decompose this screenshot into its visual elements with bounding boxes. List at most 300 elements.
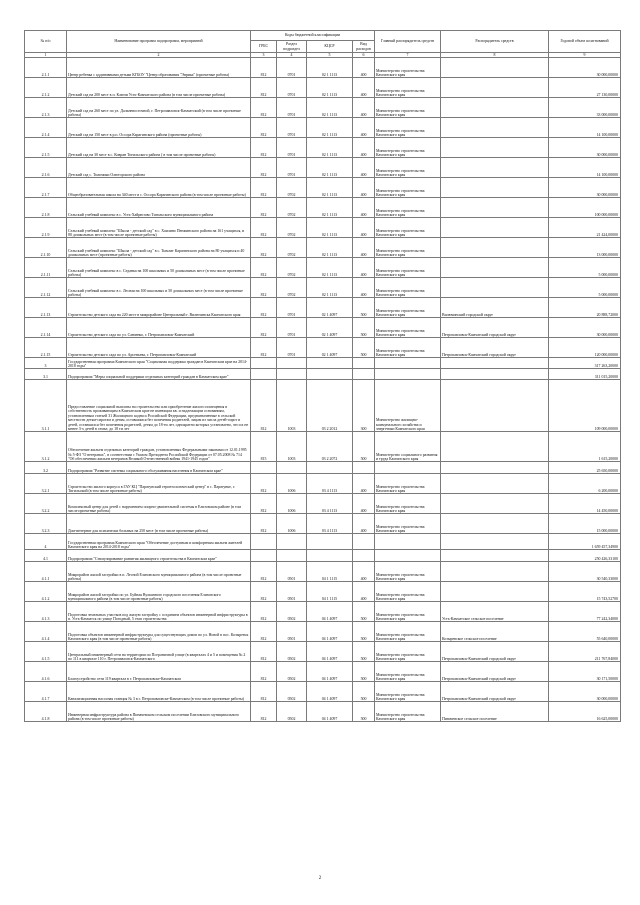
row-main-manager: Министерство строительства Камчатского края xyxy=(375,158,441,178)
row-name: Детский сад на 30 мест в с. Ковран Тигильского района ( в том числе проектные работы) xyxy=(67,138,251,158)
row-amount: 1 615,20000 xyxy=(549,432,621,462)
row-name: Инженерная инфраструктура района в Пиначевском сельском поселении Елизовского муниципального района (в том числе проектные работы) xyxy=(67,702,251,722)
row-ksr xyxy=(307,550,353,562)
row-amount: 30 000,00000 xyxy=(549,178,621,198)
row-manager xyxy=(441,369,549,380)
table-row xyxy=(25,98,621,118)
row-amount: 30 000,00000 xyxy=(549,318,621,338)
row-ksr: 04 1 4097 xyxy=(307,702,353,722)
row-name: Микрорайон жилой застройки по ул. Буйная Вулканного городского поселения Елизовского муниципального района (в том числе проектные работы) xyxy=(67,582,251,602)
table-row xyxy=(25,534,621,550)
row-kvr: 400 xyxy=(353,158,375,178)
row-name: Предоставление социальной выплаты на строительство или приобретение жилого помещения в собственность проживающим в Камчатском крае не имеющим кв. и надлежащим основаниям, установленным статьей 31 Жилищного кодекса Российской Федерации, предназначенные в сельской местности детям-сиротам и детям, оставшимся без попечения родителей, лицам из числа детей-сирот и детей, оставшихся без попечения родителей, детям до 18-ти лет, однократно которых установлено, что их не менее 3-х детей в семье, до 18 ти лет xyxy=(67,380,251,432)
row-section: 1003 xyxy=(277,432,307,462)
row-number: 4.1.1 xyxy=(25,562,67,582)
row-kvr: 400 xyxy=(353,118,375,138)
row-ksr: 02 1 1113 xyxy=(307,278,353,298)
row-section xyxy=(277,369,307,380)
row-amount: 1 659 457,34900 xyxy=(549,534,621,550)
row-number: 2.1.15 xyxy=(25,338,67,358)
row-ksr: 04 1 4097 xyxy=(307,662,353,682)
table-row xyxy=(25,198,621,218)
row-number: 3.1.2 xyxy=(25,432,67,462)
row-manager: Петропавловск-Камчатский городской округ xyxy=(441,682,549,702)
row-number: 4.1.4 xyxy=(25,622,67,642)
header-section: Раздел подраздел xyxy=(277,41,307,53)
row-grbs xyxy=(251,550,277,562)
row-amount: 55 640,00000 xyxy=(549,622,621,642)
row-name: Детский сад с. Тиличики Олюторского района xyxy=(67,158,251,178)
row-name: Подпрограмма "Меры социальной поддержки отдельных категорий граждан в Камчатском крае" xyxy=(67,369,251,380)
row-number: 2.1.4 xyxy=(25,118,67,138)
row-number: 2.1.6 xyxy=(25,158,67,178)
row-grbs: 812 xyxy=(251,494,277,514)
row-manager: Вилючинский городской округ xyxy=(441,298,549,318)
row-main-manager: Министерство строительства Камчатского края xyxy=(375,278,441,298)
row-name: Дом-интернат для психически больных на 250 мест (в том числе проектные работы) xyxy=(67,514,251,534)
row-name: Государственная программа Камчатского края "Социальная поддержка граждан в Камчатском крае на 2014-2018 годы" xyxy=(67,358,251,369)
row-amount: 14 100,00000 xyxy=(549,158,621,178)
row-main-manager: Министерство строительства Камчатского края xyxy=(375,178,441,198)
row-ksr: 02 1 1113 xyxy=(307,218,353,238)
row-kvr: 400 xyxy=(353,278,375,298)
row-ksr xyxy=(307,369,353,380)
row-ksr: 04 1 4097 xyxy=(307,642,353,662)
row-kvr: 400 xyxy=(353,198,375,218)
row-number: 2.1.5 xyxy=(25,138,67,158)
row-section: 0702 xyxy=(277,198,307,218)
row-kvr: 500 xyxy=(353,602,375,622)
row-main-manager: Министерство строительства Камчатского края xyxy=(375,78,441,98)
row-main-manager: Министерство строительства Камчатского края xyxy=(375,474,441,494)
row-section: 0701 xyxy=(277,58,307,78)
row-ksr xyxy=(307,534,353,550)
row-ksr: 03 4 1113 xyxy=(307,514,353,534)
row-manager xyxy=(441,534,549,550)
row-manager xyxy=(441,118,549,138)
row-number: 4.1.8 xyxy=(25,702,67,722)
row-main-manager: Министерство строительства Камчатского края xyxy=(375,582,441,602)
row-amount: 21 424,00000 xyxy=(549,218,621,238)
row-amount: 27 130,00000 xyxy=(549,78,621,98)
header-manager: Распорядитель средств xyxy=(441,31,549,53)
header-number-cell: 5 xyxy=(307,53,353,58)
row-grbs: 815 xyxy=(251,432,277,462)
row-manager: Петропавловск-Камчатский городской округ xyxy=(441,662,549,682)
row-grbs: 812 xyxy=(251,118,277,138)
row-main-manager: Министерство строительства Камчатского края xyxy=(375,298,441,318)
row-grbs: 812 xyxy=(251,702,277,722)
row-name: Детский сад на 260 мест по ул. Дальневосточной, г. Петропавловск-Камчатский (в том числе проектные работы) xyxy=(67,98,251,118)
row-name: Государственная программа Камчатского края "Обеспечение доступным и комфортным жильем жителей Камчатского края на 2014-2018 годы" xyxy=(67,534,251,550)
row-manager xyxy=(441,550,549,562)
row-manager: Пиначевское сельское поселение xyxy=(441,702,549,722)
row-number: 2.1.12 xyxy=(25,278,67,298)
table-row xyxy=(25,380,621,432)
row-amount: 14 100,00000 xyxy=(549,118,621,138)
row-kvr: 400 xyxy=(353,218,375,238)
row-ksr: 02 1 1113 xyxy=(307,238,353,258)
row-amount: 20 888,72000 xyxy=(549,298,621,318)
header-amount: Годовой объем ассигнований xyxy=(549,31,621,53)
row-kvr: 500 xyxy=(353,702,375,722)
row-number: 3.2.2 xyxy=(25,494,67,514)
row-section: 0702 xyxy=(277,278,307,298)
row-amount: 30 171,50000 xyxy=(549,662,621,682)
table-row xyxy=(25,298,621,318)
row-manager xyxy=(441,58,549,78)
row-grbs: 812 xyxy=(251,298,277,318)
row-grbs xyxy=(251,462,277,474)
row-amount: 15 000,00000 xyxy=(549,514,621,534)
header-number-cell: 6 xyxy=(353,53,375,58)
row-main-manager: Министерство социального развития и труда Камчатского края xyxy=(375,432,441,462)
table-row xyxy=(25,138,621,158)
row-manager: Петропавловск-Камчатский городской округ xyxy=(441,318,549,338)
header-number-cell: 8 xyxy=(441,53,549,58)
row-number: 4.1.3 xyxy=(25,602,67,622)
row-grbs: 812 xyxy=(251,78,277,98)
row-section: 0702 xyxy=(277,258,307,278)
row-amount: 5 000,00000 xyxy=(549,278,621,298)
row-name: Сельский учебный комплекс "Школа - детский сад" в с. Тымлат Карагинского района на 80 учащихся и 40 дошкольных мест (проектные работы) xyxy=(67,238,251,258)
row-grbs xyxy=(251,358,277,369)
row-section: 0701 xyxy=(277,338,307,358)
row-manager xyxy=(441,138,549,158)
header-number-cell: 3 xyxy=(251,53,277,58)
row-kvr: 500 xyxy=(353,432,375,462)
row-ksr: 04 1 1115 xyxy=(307,582,353,602)
row-main-manager: Министерство строительства Камчатского края xyxy=(375,138,441,158)
row-ksr: 04 1 4097 xyxy=(307,622,353,642)
row-amount: 250 426,33100 xyxy=(549,550,621,562)
table-row xyxy=(25,462,621,474)
row-manager xyxy=(441,278,549,298)
row-section: 0701 xyxy=(277,118,307,138)
row-grbs: 812 xyxy=(251,258,277,278)
row-ksr: 03 4 1113 xyxy=(307,494,353,514)
row-main-manager: Министерство строительства Камчатского края xyxy=(375,514,441,534)
row-number: 4.1.6 xyxy=(25,662,67,682)
row-name: Подпрограмма "Развитие системы социального обслуживания населения в Камчатском крае" xyxy=(67,462,251,474)
row-section: 0702 xyxy=(277,218,307,238)
row-amount: 77 242,34000 xyxy=(549,602,621,622)
row-section: 0701 xyxy=(277,158,307,178)
row-amount: 211 767,84000 xyxy=(549,642,621,662)
row-number: 4.1 xyxy=(25,550,67,562)
row-manager xyxy=(441,178,549,198)
row-number: 2.1.3 xyxy=(25,98,67,118)
row-section: 0502 xyxy=(277,702,307,722)
row-section: 0701 xyxy=(277,78,307,98)
table-row xyxy=(25,642,621,662)
row-manager xyxy=(441,494,549,514)
table-row xyxy=(25,178,621,198)
table-row xyxy=(25,702,621,722)
table-row xyxy=(25,369,621,380)
row-manager xyxy=(441,474,549,494)
row-grbs: 812 xyxy=(251,380,277,432)
header-number-cell: 7 xyxy=(375,53,441,58)
row-grbs: 812 xyxy=(251,682,277,702)
row-main-manager: Министерство строительства Камчатского края xyxy=(375,198,441,218)
row-number: 3.1 xyxy=(25,369,67,380)
row-section xyxy=(277,358,307,369)
table-row xyxy=(25,682,621,702)
header-number-cell: 1 xyxy=(25,53,67,58)
page-number: 2 xyxy=(318,876,322,881)
row-main-manager: Министерство строительства Камчатского края xyxy=(375,218,441,238)
row-number: 2.1.10 xyxy=(25,238,67,258)
row-main-manager: Министерство жилищно-коммунального хозяйства и энергетики Камчатского края xyxy=(375,380,441,432)
row-kvr: 500 xyxy=(353,338,375,358)
row-section: 1006 xyxy=(277,474,307,494)
row-manager xyxy=(441,78,549,98)
row-ksr: 02 1 4097 xyxy=(307,338,353,358)
row-kvr: 400 xyxy=(353,474,375,494)
row-grbs: 812 xyxy=(251,158,277,178)
row-grbs xyxy=(251,369,277,380)
table-row xyxy=(25,218,621,238)
header-kvr: Вид расходов xyxy=(353,41,375,53)
table-header xyxy=(25,31,621,58)
row-name: Общеобразовательная школа на 340 мест в с. Оссора Карагинского района (в том числе проектные работы) xyxy=(67,178,251,198)
row-amount: 30 000,00000 xyxy=(549,682,621,702)
row-ksr: 02 1 1113 xyxy=(307,198,353,218)
header-ksr: КЦСР xyxy=(307,41,353,53)
row-section: 0702 xyxy=(277,238,307,258)
row-amount: 30 000,00000 xyxy=(549,138,621,158)
row-ksr: 02 1 1113 xyxy=(307,78,353,98)
row-ksr: 02 1 4097 xyxy=(307,318,353,338)
row-grbs: 812 xyxy=(251,602,277,622)
row-grbs: 812 xyxy=(251,198,277,218)
row-kvr: 500 xyxy=(353,682,375,702)
row-ksr: 04 1 1115 xyxy=(307,562,353,582)
row-manager xyxy=(441,582,549,602)
row-name: Подпрограмма "Стимулирование развития жилищного строительства в Камчатском крае" xyxy=(67,550,251,562)
row-grbs: 812 xyxy=(251,58,277,78)
row-number: 2.1.14 xyxy=(25,318,67,338)
row-name: Подготовка объектов инженерной инфраструктуры для существующих домов по ул. Новой в пос. Козыревск Камчатского края (в том числе проектные работы) xyxy=(67,622,251,642)
row-main-manager: Министерство строительства Камчатского края xyxy=(375,58,441,78)
row-section xyxy=(277,550,307,562)
table-row xyxy=(25,158,621,178)
table-row xyxy=(25,550,621,562)
row-manager xyxy=(441,238,549,258)
row-name: Центр ребенка с аддитивными детьми КГБОУ "Центр образования "Эврика" (проектные работы) xyxy=(67,58,251,78)
table-row xyxy=(25,494,621,514)
row-grbs xyxy=(251,534,277,550)
row-number: 4.1.2 xyxy=(25,582,67,602)
row-ksr xyxy=(307,462,353,474)
row-amount: 120 000,00000 xyxy=(549,338,621,358)
row-name: Сельский учебный комплекс в с. Усть-Хайрюзово Тигильского муниципального района xyxy=(67,198,251,218)
row-manager xyxy=(441,462,549,474)
row-section: 0502 xyxy=(277,602,307,622)
row-kvr: 400 xyxy=(353,514,375,534)
row-kvr xyxy=(353,369,375,380)
row-grbs: 812 xyxy=(251,582,277,602)
row-number: 2.1.13 xyxy=(25,298,67,318)
row-number: 4.1.7 xyxy=(25,682,67,702)
row-number: 4 xyxy=(25,534,67,550)
row-grbs: 812 xyxy=(251,338,277,358)
row-kvr xyxy=(353,534,375,550)
row-manager xyxy=(441,258,549,278)
row-kvr: 400 xyxy=(353,58,375,78)
row-section: 1006 xyxy=(277,514,307,534)
header-number-cell: 4 xyxy=(277,53,307,58)
row-name: Комплексный центр для детей с нарушением опорно-двигательной системы в Елизовском районе (в том числе проектные работы) xyxy=(67,494,251,514)
row-manager xyxy=(441,514,549,534)
row-section: 1003 xyxy=(277,380,307,432)
row-kvr: 500 xyxy=(353,662,375,682)
row-kvr xyxy=(353,550,375,562)
row-ksr: 02 1 1113 xyxy=(307,178,353,198)
table-row xyxy=(25,278,621,298)
row-section: 0501 xyxy=(277,582,307,602)
row-kvr: 300 xyxy=(353,380,375,432)
row-number: 2.1.1 xyxy=(25,58,67,78)
row-kvr: 400 xyxy=(353,582,375,602)
row-kvr: 400 xyxy=(353,562,375,582)
row-kvr: 500 xyxy=(353,622,375,642)
row-name: Подготовка земельных участков под жилую застройку с созданием объектов инженерной инфраструктуры в п. Усть-Камчатск по улице Погодный, 5 этап строительства xyxy=(67,602,251,622)
table-row xyxy=(25,78,621,98)
row-name: Строительство детского сада по ул. Савченко, г. Петропавловск-Камчатский xyxy=(67,318,251,338)
row-section: 0502 xyxy=(277,662,307,682)
row-name: Обеспечение жильем отдельных категорий граждан, установленных Федеральными законами от 12.01.1995 № 5-ФЗ "О ветеранах", в соответствии с Указом Президента Российской Федерации от 07.05.2008 № 714 "Об обеспечении жильем ветеранов Великой Отечественной войны 1941-1945 годов" xyxy=(67,432,251,462)
row-grbs: 812 xyxy=(251,218,277,238)
row-main-manager: Министерство строительства Камчатского края xyxy=(375,318,441,338)
row-number: 3.1.1 xyxy=(25,380,67,432)
row-ksr: 02 1 1113 xyxy=(307,118,353,138)
row-grbs: 812 xyxy=(251,642,277,662)
row-kvr: 400 xyxy=(353,238,375,258)
row-name: Сельский учебный комплекс в с. Седанка на 100 школьных и 50 дошкольных мест (в том числе проектные работы) xyxy=(67,258,251,278)
row-grbs: 812 xyxy=(251,138,277,158)
row-number: 2.1.2 xyxy=(25,78,67,98)
row-section: 0501 xyxy=(277,622,307,642)
row-grbs: 812 xyxy=(251,562,277,582)
row-kvr xyxy=(353,358,375,369)
row-kvr: 400 xyxy=(353,138,375,158)
row-section xyxy=(277,534,307,550)
row-kvr: 400 xyxy=(353,178,375,198)
row-section: 0501 xyxy=(277,562,307,582)
row-amount: 15 743,52700 xyxy=(549,582,621,602)
row-manager xyxy=(441,198,549,218)
row-main-manager xyxy=(375,369,441,380)
row-ksr: 02 1 1113 xyxy=(307,58,353,78)
row-kvr: 500 xyxy=(353,642,375,662)
row-grbs: 812 xyxy=(251,178,277,198)
row-main-manager: Министерство строительства Камчатского края xyxy=(375,338,441,358)
row-ksr: 03 2 2012 xyxy=(307,380,353,432)
row-main-manager: Министерство строительства Камчатского края xyxy=(375,602,441,622)
row-section: 0702 xyxy=(277,178,307,198)
row-section: 0701 xyxy=(277,298,307,318)
row-grbs: 812 xyxy=(251,514,277,534)
row-amount: 311 015,20000 xyxy=(549,369,621,380)
table-row xyxy=(25,58,621,78)
row-name: Строительство жилого корпуса в ГАУ КЦ "Паратунский геронтологический центр" в с. Паратунке, г. Тигильский (в том числе проектные работы) xyxy=(67,474,251,494)
row-name: Микрорайон жилой застройки в п. Лесной Елизовского муниципального района (в том числе проектные работы) xyxy=(67,562,251,582)
table-row xyxy=(25,602,621,622)
row-section: 0701 xyxy=(277,98,307,118)
row-name: Сельский учебный комплекс в с. Лесная на 100 школьных и 50 дошкольных мест (в том числе проектные работы) xyxy=(67,278,251,298)
row-grbs: 812 xyxy=(251,98,277,118)
row-number: 2.1.8 xyxy=(25,198,67,218)
row-ksr: 03 2 2072 xyxy=(307,432,353,462)
row-manager xyxy=(441,98,549,118)
row-name: Сельский учебный комплекс "Школа - детский сад" в с. Хаилино Пенжинского района на 161 учащихся, и 80 дошкольных мест (в том числе проектные работы) xyxy=(67,218,251,238)
row-kvr: 400 xyxy=(353,494,375,514)
row-main-manager: Министерство строительства Камчатского края xyxy=(375,702,441,722)
row-name: Благоустройство сети 119 квартала в г. Петропавловске-Камчатском xyxy=(67,662,251,682)
row-amount: 14 450,00000 xyxy=(549,494,621,514)
row-section xyxy=(277,462,307,474)
row-manager xyxy=(441,380,549,432)
appropriations-table xyxy=(24,30,621,722)
row-kvr: 500 xyxy=(353,298,375,318)
row-main-manager: Министерство строительства Камчатского края xyxy=(375,562,441,582)
row-amount: 109 000,00000 xyxy=(549,380,621,432)
row-manager xyxy=(441,358,549,369)
row-main-manager: Министерство строительства Камчатского края xyxy=(375,494,441,514)
row-amount: 6 200,00000 xyxy=(549,474,621,494)
row-amount: 30 540,33000 xyxy=(549,562,621,582)
row-amount: 33 000,00000 xyxy=(549,98,621,118)
row-main-manager: Министерство строительства Камчатского края xyxy=(375,238,441,258)
row-manager: Козыревское сельское поселение xyxy=(441,622,549,642)
row-ksr: 04 1 4097 xyxy=(307,682,353,702)
row-main-manager: Министерство строительства Камчатского края xyxy=(375,662,441,682)
row-kvr xyxy=(353,462,375,474)
table-row xyxy=(25,358,621,369)
row-kvr: 400 xyxy=(353,98,375,118)
row-name: Строительство детского сада по ул. Арсеньева, г. Петропавловск-Камчатский xyxy=(67,338,251,358)
row-number: 4.1.5 xyxy=(25,642,67,662)
row-manager xyxy=(441,218,549,238)
row-amount: 317 263,20000 xyxy=(549,358,621,369)
row-grbs: 812 xyxy=(251,622,277,642)
row-ksr: 04 1 4097 xyxy=(307,602,353,622)
row-number: 3.2.1 xyxy=(25,474,67,494)
row-kvr: 400 xyxy=(353,258,375,278)
row-number: 3 xyxy=(25,358,67,369)
row-ksr: 03 4 1113 xyxy=(307,474,353,494)
row-number: 2.1.11 xyxy=(25,258,67,278)
row-manager: Петропавловск-Камчатский городской округ xyxy=(441,338,549,358)
table-row xyxy=(25,582,621,602)
row-ksr: 02 1 1113 xyxy=(307,98,353,118)
row-name: Канализационная насосная станция № 3 в г. Петропавловске-Камчатском (в том числе проектные работы) xyxy=(67,682,251,702)
row-section: 0701 xyxy=(277,318,307,338)
header-codes-group: Коды бюджетной классификации xyxy=(251,31,375,41)
row-main-manager: Министерство строительства Камчатского края xyxy=(375,682,441,702)
row-grbs: 812 xyxy=(251,278,277,298)
row-main-manager xyxy=(375,534,441,550)
table-row xyxy=(25,474,621,494)
table-row xyxy=(25,258,621,278)
header-number-cell: 9 xyxy=(549,53,621,58)
row-main-manager xyxy=(375,462,441,474)
row-main-manager xyxy=(375,550,441,562)
row-ksr: 02 1 4097 xyxy=(307,298,353,318)
table-row xyxy=(25,338,621,358)
